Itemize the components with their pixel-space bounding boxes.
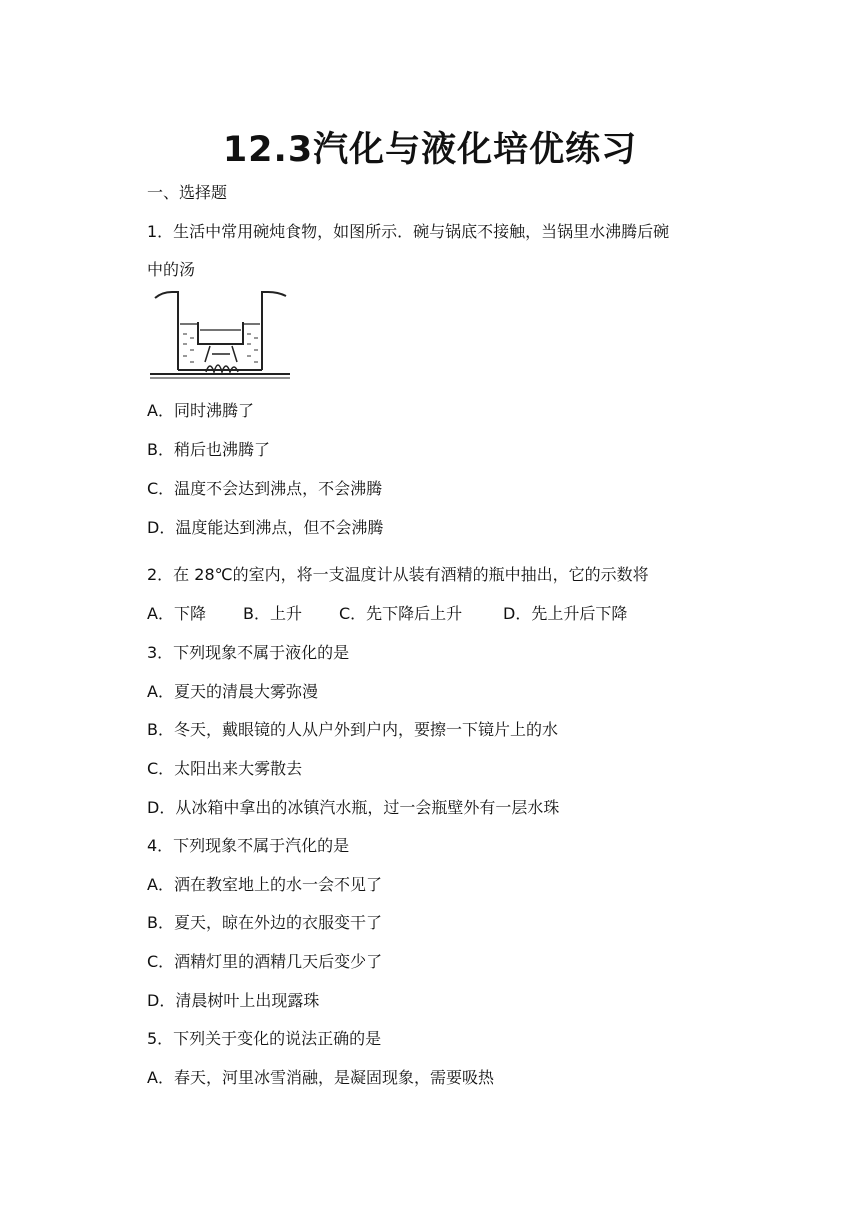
q1-stem-line2: 中的汤 bbox=[147, 260, 196, 279]
q4-option-c: C．酒精灯里的酒精几天后变少了 bbox=[147, 952, 383, 971]
q3-stem: 3．下列现象不属于液化的是 bbox=[147, 643, 350, 662]
q5-option-a: A．春天，河里冰雪消融，是凝固现象，需要吸热 bbox=[147, 1068, 494, 1087]
q1-option-d: D．温度能达到沸点，但不会沸腾 bbox=[147, 518, 384, 537]
q3-option-d: D．从冰箱中拿出的冰镇汽水瓶，过一会瓶壁外有一层水珠 bbox=[147, 798, 560, 817]
q1-option-b: B．稍后也沸腾了 bbox=[147, 440, 270, 459]
q2-option-b: B．上升 bbox=[243, 604, 302, 623]
q2-stem: 2．在 28℃的室内，将一支温度计从装有酒精的瓶中抽出，它的示数将 bbox=[147, 565, 649, 584]
q1-stem-line1: 1．生活中常用碗炖食物，如图所示．碗与锅底不接触，当锅里水沸腾后碗 bbox=[147, 222, 670, 241]
q5-stem: 5．下列关于变化的说法正确的是 bbox=[147, 1029, 382, 1048]
q2-option-a: A．下降 bbox=[147, 604, 206, 623]
section-heading: 一、选择题 bbox=[147, 183, 228, 202]
q4-stem: 4．下列现象不属于汽化的是 bbox=[147, 836, 350, 855]
q4-option-a: A．洒在教室地上的水一会不见了 bbox=[147, 875, 382, 894]
q2-option-d: D．先上升后下降 bbox=[503, 604, 628, 623]
q2-options-row bbox=[147, 601, 627, 624]
q1-option-a: A．同时沸腾了 bbox=[147, 401, 254, 420]
q2-option-c: C．先下降后上升 bbox=[339, 604, 463, 623]
q3-option-b: B．冬天，戴眼镜的人从户外到户内，要擦一下镜片上的水 bbox=[147, 720, 558, 739]
q1-option-c: C．温度不会达到沸点，不会沸腾 bbox=[147, 479, 383, 498]
q3-option-c: C．太阳出来大雾散去 bbox=[147, 759, 303, 778]
q4-option-b: B．夏天，晾在外边的衣服变干了 bbox=[147, 913, 382, 932]
q4-option-d: D．清晨树叶上出现露珠 bbox=[147, 991, 320, 1010]
bowl-in-pot-figure bbox=[150, 286, 290, 383]
q3-option-a: A．夏天的清晨大雾弥漫 bbox=[147, 682, 318, 701]
document-title: 12.3汽化与液化培优练习 bbox=[222, 130, 638, 170]
